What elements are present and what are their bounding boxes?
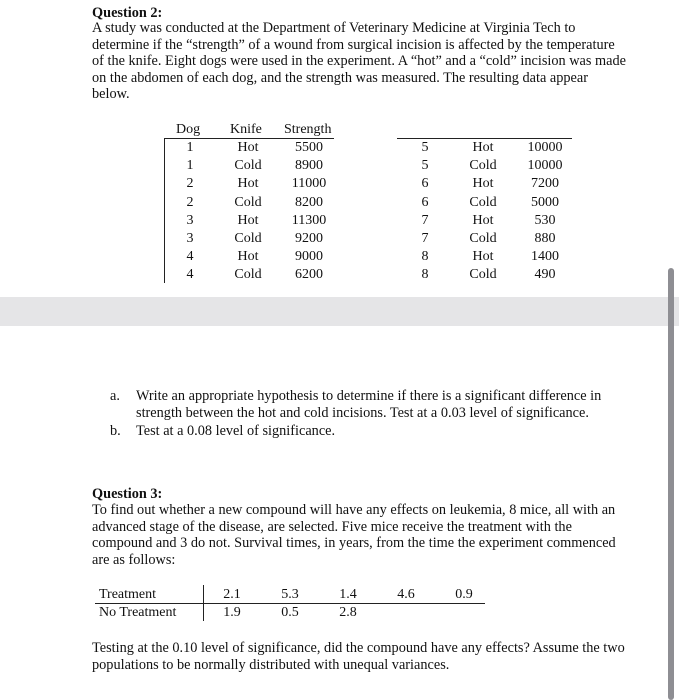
table-cell: 7200	[531, 176, 559, 192]
question-3-line: advanced stage of the disease, are selected. Five mice receive the treatment with the	[92, 518, 572, 535]
table-cell: Hot	[237, 176, 259, 192]
question-2-part-b	[110, 423, 121, 440]
table-cell: 2	[186, 194, 194, 210]
table-cell: 10000	[527, 158, 563, 174]
table-column-divider	[164, 138, 165, 283]
table-cell: 6	[421, 194, 429, 210]
survival-value-cell: 1.4	[339, 587, 357, 602]
question-2-part-a	[110, 388, 120, 405]
part-a-line: strength between the hot and cold incisions. Test at a 0.03 level of significance.	[136, 404, 589, 421]
survival-value-cell: 0.5	[281, 605, 299, 620]
table-cell: 3	[186, 231, 194, 246]
question-3-closing	[92, 640, 625, 673]
table-cell: 11300	[291, 212, 327, 228]
table-cell: 6200	[295, 267, 323, 283]
question-2-body	[92, 20, 626, 103]
table-cell: 5	[421, 158, 429, 174]
table-cell: Cold	[234, 158, 262, 174]
question-2-line: of the knife. Eight dogs were used in the experiment. A “hot” and a “cold” incision was made	[92, 53, 626, 70]
table-cell: 4	[186, 267, 194, 283]
question-3-title: Question 3:	[92, 486, 163, 502]
survival-value-cell: 4.6	[397, 587, 415, 602]
table-cell: Hot	[472, 176, 494, 192]
question-3-closing-line: populations to be normally distributed with unequal variances.	[92, 656, 450, 673]
question-2-part-a-text	[136, 388, 601, 421]
table-cell: Cold	[469, 194, 497, 210]
table-cell: Hot	[237, 212, 259, 228]
table-cell: Cold	[234, 231, 262, 246]
table-header-dog: Dog	[176, 122, 201, 137]
table-cell: 11000	[291, 176, 327, 192]
question-3-closing-line: Testing at the 0.10 level of significance, did the compound have any effects? Assume the two	[92, 640, 625, 656]
table-cell: Hot	[472, 212, 494, 228]
table-cell: 1400	[531, 249, 559, 265]
question-3-body	[92, 502, 616, 568]
table-cell: Hot	[237, 249, 259, 265]
table-cell: 6	[421, 176, 429, 192]
table-cell: 8900	[295, 158, 323, 174]
question-2-title: Question 2:	[92, 5, 163, 21]
question-2-part-b-text	[136, 423, 335, 440]
table-cell: Hot	[472, 249, 494, 265]
survival-value-cell: 1.9	[223, 605, 241, 620]
part-a-marker: a.	[110, 388, 120, 404]
survival-value-cell: 2.8	[339, 605, 357, 620]
table-header-knife: Knife	[230, 122, 262, 137]
table-cell: 3	[186, 212, 194, 228]
survival-value-cell: 2.1	[223, 587, 241, 602]
table-cell: Cold	[469, 231, 497, 246]
table-cell: 1	[186, 158, 194, 174]
table-cell: 5500	[295, 140, 323, 155]
table-cell: Cold	[469, 158, 497, 174]
table-cell: Cold	[234, 194, 262, 210]
question-2-line: A study was conducted at the Department of Veterinary Medicine at Virginia Tech to	[92, 20, 576, 36]
table-cell: Cold	[469, 267, 497, 283]
table-header-rule	[164, 138, 334, 139]
table-cell: 9200	[295, 231, 323, 246]
question-2-line: on the abdomen of each dog, and the strength was measured. The resulting data appear	[92, 69, 588, 86]
table-cell: Cold	[234, 267, 262, 283]
part-a-line: Write an appropriate hypothesis to determine if there is a significant difference in	[136, 388, 602, 404]
table-cell: 2	[186, 176, 194, 192]
survival-table-rule	[95, 603, 485, 604]
survival-value-cell: 0.9	[455, 587, 473, 602]
no-treatment-label: No Treatment	[99, 605, 177, 620]
table-cell: 9000	[295, 249, 323, 265]
table-cell: 8200	[295, 194, 323, 210]
part-b-line: Test at a 0.08 level of significance.	[136, 423, 336, 439]
question-3-line: are as follows:	[92, 551, 176, 568]
survival-value-cell: 5.3	[281, 587, 299, 602]
question-3-line: To find out whether a new compound will have any effects on leukemia, 8 mice, all with an	[92, 502, 616, 518]
question-3-line: compound and 3 do not. Survival times, in years, from the time the experiment commenced	[92, 535, 616, 552]
question-2-line: determine if the “strength” of a wound from surgical incision is affected by the temperature	[92, 36, 615, 53]
table-cell: 7	[421, 231, 429, 246]
table-header-rule	[397, 138, 572, 139]
table-cell: 530	[534, 212, 556, 228]
table-cell: 5	[421, 140, 429, 155]
table-cell: Hot	[472, 140, 494, 155]
table-cell: 490	[534, 267, 556, 283]
table-cell: 10000	[527, 140, 563, 155]
question-2-line: below.	[92, 86, 130, 103]
table-cell: 1	[186, 140, 194, 155]
table-cell: 8	[421, 267, 429, 283]
scrollbar-thumb[interactable]	[668, 268, 674, 700]
table-cell: 8	[421, 249, 429, 265]
table-cell: 7	[421, 212, 429, 228]
page-break-band	[0, 297, 679, 326]
treatment-label: Treatment	[99, 587, 157, 602]
table-cell: 4	[186, 249, 194, 265]
table-cell: Hot	[237, 140, 259, 155]
part-b-marker: b.	[110, 423, 121, 439]
table-cell: 5000	[531, 194, 559, 210]
table-header-strength: Strength	[284, 122, 332, 137]
table-cell: 880	[534, 231, 556, 246]
